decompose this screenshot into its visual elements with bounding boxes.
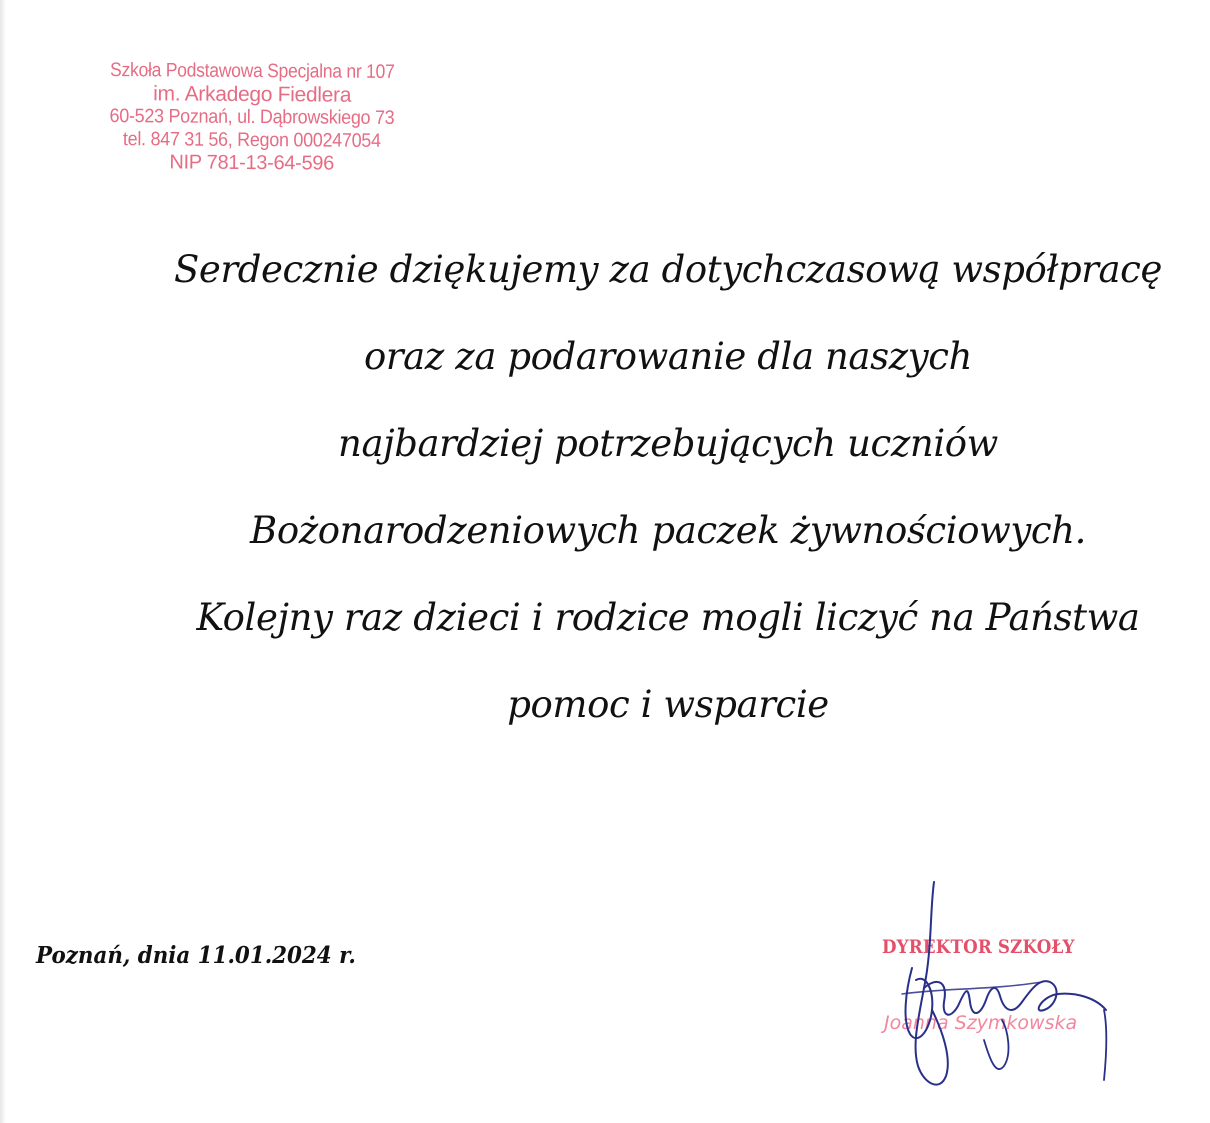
place-and-date: Poznań, dnia 11.01.2024 r. — [36, 942, 356, 969]
director-name-stamp: Joanna Szymkowska — [884, 1012, 1078, 1034]
message-line-5: Kolejny raz dzieci i rodzice mogli liczyć na Państwa — [196, 596, 1140, 639]
message-line-4: Bożonarodzeniowych paczek żywnościowych. — [250, 509, 1086, 552]
stamp-school-name: Szkoła Podstawowa Specjalna nr 107 — [110, 59, 395, 83]
handwritten-signature-icon — [872, 870, 1172, 1110]
stamp-nip: NIP 781-13-64-596 — [169, 151, 335, 175]
message-line-3: najbardziej potrzebujących uczniów — [338, 422, 998, 465]
message-line-2: oraz za podarowanie dla naszych — [363, 335, 973, 378]
message-line-6: pomoc i wsparcie — [507, 683, 829, 726]
stamp-address: 60-523 Poznań, ul. Dąbrowskiego 73 — [109, 105, 395, 129]
message-line-1: Serdecznie dziękujemy za dotychczasową współpracę — [173, 248, 1163, 291]
school-stamp — [52, 59, 453, 177]
stamp-patron: im. Arkadego Fiedlera — [153, 82, 352, 107]
thank-you-message — [140, 226, 1196, 748]
stamp-phone-regon: tel. 847 31 56, Regon 000247054 — [122, 128, 381, 152]
director-signature-block — [872, 870, 1172, 1110]
page-edge-shadow — [0, 0, 6, 1123]
director-title-stamp: DYREKTOR SZKOŁY — [882, 936, 1075, 958]
